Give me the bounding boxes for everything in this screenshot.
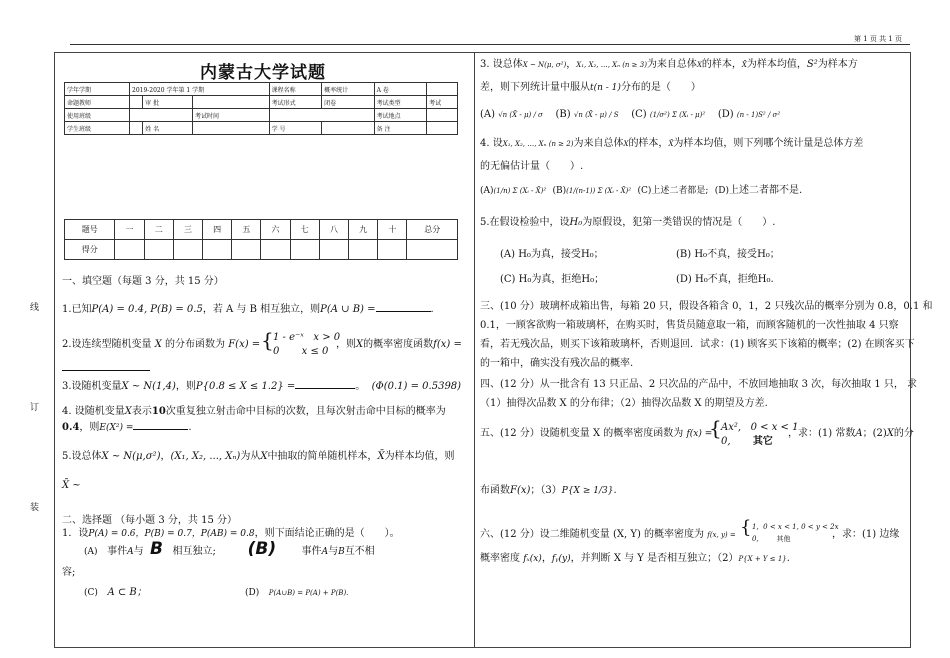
info-value: 考试 <box>427 96 458 109</box>
exam-title: 内蒙古大学试题 <box>200 63 326 83</box>
side-mark-stitch: 装 <box>30 503 40 513</box>
problem-5-cont: 布函数F(x)；（3）P{X ≥ 1/3}. <box>480 485 617 496</box>
choice-q5: 5.在假设检验中，设H₀为原假设，犯第一类错误的情况是（ ）. <box>480 217 776 228</box>
problem-5: 五、(12 分）设随机变量 X 的概率密度函数为 f(x) = <box>480 428 713 439</box>
problem-6-tail: ，求：(1) 边缘 <box>832 529 900 540</box>
choice-q4: 4. 设X₁, X₂, …, Xₙ (n ≥ 2)为来自总体X的样本，X̄为样本均值，则下列哪个统计量是总体方差 <box>480 138 864 149</box>
column-divider <box>474 52 475 648</box>
info-table <box>64 82 458 135</box>
info-label: 使用班级 <box>65 109 130 122</box>
info-label: 考试类型 <box>374 96 427 109</box>
section-fill-title: 一、填空题（每题 3 分，共 15 分） <box>62 276 224 287</box>
info-label: 学生班级 <box>65 122 130 135</box>
problem-6-cont: 概率密度 fₓ(x)，fᵧ(y)，并判断 X 与 Y 是否相互独立；（2）P{X + Y ≤ 1}. <box>480 553 790 564</box>
info-value: A 卷 <box>374 83 427 96</box>
score-header: 二 <box>144 220 173 240</box>
choice-q1-cont: 容; <box>62 567 76 578</box>
score-header: 三 <box>173 220 202 240</box>
info-label: 考试地点 <box>374 109 427 122</box>
piecewise-fxy: 1, 0 < x < 1, 0 < y < 2x 0, 其他 <box>752 523 839 543</box>
fill-q3: 3.设随机变量X ~ N(1,4)，则P{0.8 ≤ X ≤ 1.2} = 。 (Φ(0.1) = 0.5398) <box>62 381 462 392</box>
choice-q4-cont: 的无偏估计量（ ）. <box>480 161 584 172</box>
brace-glyph: { <box>261 328 274 352</box>
score-header: 五 <box>232 220 261 240</box>
score-header: 一 <box>115 220 144 240</box>
problem-4: 四、(12 分）从一批含有 13 只正品、2 只次品的产品中，不放回地抽取 3 次，每次抽取 1 只， 求 （1）抽得次品数 X 的分布律；（2）抽得次品数 X 的期望及方差. <box>480 379 918 409</box>
choice-q1-CD: (C) A ⊂ B； (D) P(A∪B) = P(A) + P(B). <box>84 587 349 598</box>
brace-glyph: { <box>740 517 752 538</box>
side-mark-bind: 订 <box>30 403 40 413</box>
choice-q1: 1．设P(A) = 0.6，P(B) = 0.7，P(AB) = 0.8，则下面结论正确的是（ ）。 <box>62 528 400 539</box>
fill-q5-cont: X̄ ~ <box>62 480 81 491</box>
score-header: 七 <box>290 220 319 240</box>
info-value: 闭卷 <box>322 96 375 109</box>
choice-q5-D: (D) H₀不真，拒绝H₀. <box>676 274 774 285</box>
score-header: 十 <box>378 220 407 240</box>
score-row-label: 得分 <box>65 240 115 260</box>
choice-q3-cont: 差，则下列统计量中服从t(n - 1)分布的是（ ） <box>480 82 701 93</box>
choice-q5-C: (C) H₀为真，拒绝H₀； <box>500 274 605 285</box>
section-choice-title: 二、选择题 （每小题 3 分，共 15 分） <box>62 515 237 526</box>
piecewise-f: Ax², 0 < x < 1 0, 其它 <box>721 422 799 447</box>
choice-q3-options: (A) √n (X̄ - μ) / σ (B) √n (X̄ - μ) / S (C) (1/σ²) Σ (Xᵢ - μ)² (D) (n - 1)S² / σ² <box>480 109 781 120</box>
header-rule <box>70 44 910 45</box>
score-header: 六 <box>261 220 290 240</box>
problem-6: 六、(12 分）设二维随机变量 (X, Y) 的概率密度为 f(x, y) = <box>480 529 736 540</box>
choice-q1-AB: (A) 事件A与 B 相互独立; (B) 事件A与B互不相 <box>84 539 375 559</box>
info-value: 概率统计 <box>322 83 375 96</box>
info-label: 考试形式 <box>269 96 322 109</box>
info-value: 2019-2020 学年第 1 学期 <box>130 83 270 96</box>
score-table <box>64 219 458 260</box>
page-number: 第 1 页 共 1 页 <box>853 35 902 43</box>
score-header: 题号 <box>65 220 115 240</box>
score-header: 四 <box>203 220 232 240</box>
fill-q4-cont: 0.4，则E(X²) = . <box>62 422 192 433</box>
fill-q5: 5.设总体X ~ N(μ,σ²)，(X₁, X₂, ..., Xₙ)为从X中抽取的简单随机样本，X̄为样本均值，则 <box>62 451 455 462</box>
side-mark-line: 线 <box>30 303 40 313</box>
info-label: 学 号 <box>269 122 322 135</box>
fill-q2-tail: ，则X的概率密度函数f(x) = <box>336 339 462 350</box>
choice-q5-A: (A) H₀为真，接受H₀； <box>500 249 604 260</box>
fill-q4: 4. 设随机变量X表示10次重复独立射击命中目标的次数，且每次射击命中目标的概率为 <box>62 406 446 417</box>
choice-q4-options: (A)(1/n) Σ (Xᵢ - X̄)² (B)(1/(n-1)) Σ (Xᵢ - X̄)² (C)上述二者都是; (D)上述二者都不是. <box>480 185 803 196</box>
info-label: 考试时间 <box>193 109 270 122</box>
info-label: 姓 名 <box>143 122 193 135</box>
problem-3: 三、(10 分）玻璃杯成箱出售，每箱 20 只，假设各箱含 0，1，2 只残次品的概率分别为 0.8，0.1 和 0.1，一顾客欲购一箱玻璃杯，在购买时，售货员随意取一箱，而顾客随机的一次性抽取 4 只察 看，若无残次品，则买下该箱玻璃杯，否则退回．试求：(1) 顾客买下该箱的概率；(2) 在顾客买下 的一箱中，确实没有残次品的概率. <box>480 301 933 369</box>
info-label: 备 注 <box>374 122 427 135</box>
info-label: 命题教师 <box>65 96 130 109</box>
info-label: 学年学期 <box>65 83 130 96</box>
problem-5-tail: ，求：(1) 常数A；(2)X的分 <box>788 428 914 439</box>
score-header: 九 <box>349 220 378 240</box>
fill-q2: 2.设连续型随机变量 X 的分布函数为 F(x) = <box>62 339 261 350</box>
choice-q5-B: (B) H₀不真，接受H₀； <box>676 249 780 260</box>
info-label: 课程名称 <box>269 83 322 96</box>
brace-glyph: { <box>709 416 722 440</box>
answer-line <box>62 370 150 371</box>
fill-q1: 1.已知P(A) = 0.4, P(B) = 0.5，若 A 与 B 相互独立，则P(A ∪ B) = . <box>62 304 434 315</box>
piecewise-F: 1 - e⁻ˣ x > 0 0 x ≤ 0 <box>273 332 341 357</box>
choice-q3: 3. 设总体X ~ N(μ, σ²)，X₁, X₂, …, Xₙ (n ≥ 3)为来自总体X的样本，X̄为样本均值，S²为样本方 <box>480 59 858 70</box>
info-label: 审 批 <box>143 96 193 109</box>
score-header: 八 <box>319 220 348 240</box>
score-header: 总分 <box>407 220 458 240</box>
